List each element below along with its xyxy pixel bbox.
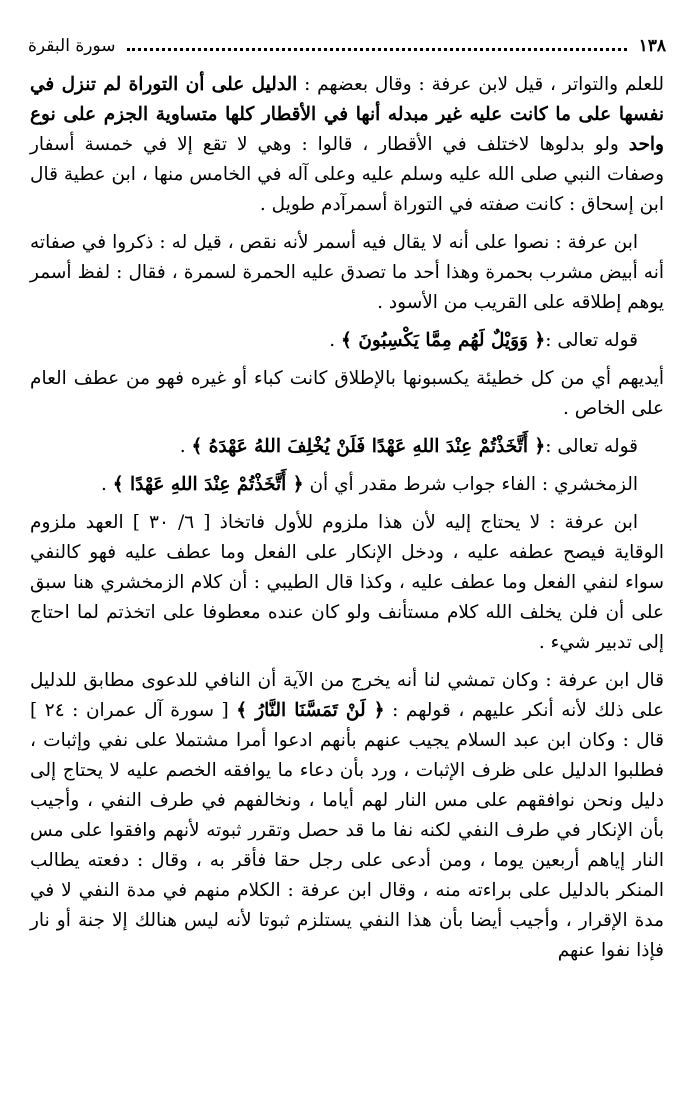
paragraph [30,470,664,500]
page-header [28,34,666,58]
bold-text-segment: الدليل على أن التوراة لم تنزل في نفسها على ما كانت عليه غير مبدله أنها في الأقطار كلها متساوية الجزم على نوع واحد [30,74,664,155]
text-segment: الزمخشري : الفاء جواب شرط مقدر أي أن [303,474,638,495]
paragraph [30,666,664,966]
bold-text-segment: ﴿ أَتَّخَذْتُمْ عِنْدَ اللهِ عَهْدًا ﴾ [112,474,304,495]
paragraph [30,326,664,356]
paragraph [30,70,664,220]
surah-title: سورة البقرة [28,36,116,56]
text-segment: قوله تعالى : [545,330,638,351]
text-segment: قال ابن عرفة : وكان تمشي لنا أنه يخرج من الآية أن النافي للدعوى مطابق للدليل على ذلك لأنه أنكر عليهم ، قولهم : [30,670,665,721]
paragraph [30,508,664,658]
text-segment: قوله تعالى : [545,436,638,457]
header-dotted-rule [127,48,626,51]
text-segment: ولو بدلوها لاختلف في الأقطار ، قالوا : وهي لا تقع إلا في خمسة أسفار وصفات النبي صلى الله عليه وسلم عليه وعلى آله في الخامس منها ، ابن عطية قال ابن إسحاق : كانت صفته في التوراة أسمرآدم طويل . [30,134,664,215]
text-segment: [ سورة آل عمران : ٢٤ ] قال : وكان ابن عبد السلام يجيب عنهم بأنهم ادعوا أمرا مشتملا على نفي وإثبات ، فطلبوا الدليل على ظرف الإثبات ، ورد بأن دعاء ما يوافقه الخصم عليه لا يحتاج إلى دليل ونحن نوافقهم على مس النار لهم أياما ، ونخالفهم في طرف النفي ، وأجيب بأن الإنكار في طرف النفي لكنه نفا ما قد حصل وتقرر ثبوته لأنهم وافقوا على مس النار إياهم أربعين يوما ، ومن أدعى على رجل حقا فأقر به ، وقال : دفعته يطالب المنكر بالدليل على براءته منه ، وقال ابن عرفة : الكلام منهم في مدة النفي لا في مدة الإقرار ، وأجيب أيضا بأن هذا النفي يستلزم ثبوتا لأنه ليس هنالك إلا جنة أو نار فإذا نفوا عنهم [30,700,664,961]
text-segment: ابن عرفة : لا يحتاج إليه لأن هذا ملزوم للأول فاتخاذ [ ٦/ ٣٠ ] العهد ملزوم الوقاية فيصح عطفه عليه ، ودخل الإنكار على الفعل وما عطف عليه فهو كالنفي سواء لنفي الفعل وما عطف عليه ، وكذا قال الطيبي : أن كلام الزمخشري هنا سبق على أن فلن يخلف الله كلام مستأنف ولو كان عنده معطوفا على اتخذتم لما احتاج إلى تدبير شيء . [30,512,664,653]
paragraph [30,364,664,424]
bold-text-segment: ﴿ أَتَّخَذْتُمْ عِنْدَ اللهِ عَهْدًا فَلَنْ يُخْلِفَ اللهُ عَهْدَهُ ﴾ [191,436,546,457]
text-segment: ابن عرفة : نصوا على أنه لا يقال فيه أسمر لأنه نقص ، قيل له : ذكروا في صفاته أنه أبيض مشرب بحمرة وهذا أحد ما تصدق عليه الحمرة لسمرة ، فقال : لفظ أسمر يوهم إطلاقه على القريب من الأسود . [30,232,664,313]
paragraph [30,432,664,462]
text-segment: . [179,436,192,457]
text-segment: للعلم والتواتر ، قيل لابن عرفة : وقال بعضهم : [297,74,664,95]
text-segment: . [100,474,113,495]
bold-text-segment: ﴿ لَنْ تَمَسَّنَا النَّارُ ﴾ [236,700,385,721]
bold-text-segment: ﴿ وَوَيْلٌ لَهُم مِمَّا يَكْسِبُونَ ﴾ [341,330,546,351]
page-number: ١٣٨ [638,36,666,56]
text-segment: . [329,330,342,351]
text-segment: أيديهم أي من كل خطيئة يكسبونها بالإطلاق كانت كباء أو غيره فهو من عطف العام على الخاص . [30,368,664,419]
page-body [30,70,664,966]
paragraph [30,228,664,318]
